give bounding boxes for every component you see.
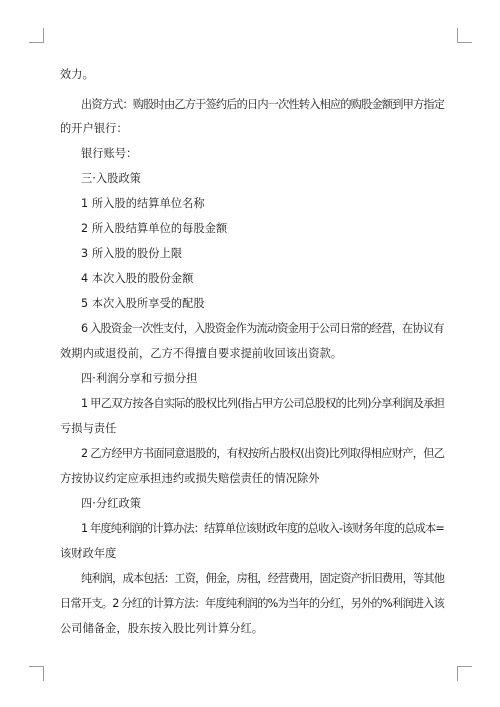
text-line: 银行账号： <box>81 147 138 160</box>
text-line: 2 乙方经甲方书面同意退股的，有权按所占股权(出资)比列取得相应财产，但乙 <box>81 447 445 460</box>
text-line: 4 本次入股的股份金额 <box>81 272 194 285</box>
crop-mark-bottom-left <box>29 666 44 681</box>
text-line: 1 所入股的结算单位名称 <box>81 197 205 210</box>
text-line: 1 年度纯利润的计算办法：结算单位该财政年度的总收入-该财务年度的总成本= <box>81 522 444 535</box>
text-line: 2 所入股结算单位的每股金额 <box>81 222 228 235</box>
section-heading: 四·分红政策 <box>81 497 142 510</box>
text-line: 效期内或退役前，乙方不得擅自要求提前收回该出资款。 <box>60 347 343 360</box>
text-line: 5 本次入股所享受的配股 <box>81 297 205 310</box>
text-line: 效力。 <box>60 68 94 81</box>
text-line: 亏损与责任 <box>60 422 117 435</box>
text-line: 的开户银行： <box>60 122 128 135</box>
text-line: 纯利润，成本包括：工资，佣金，房租，经营费用，固定资产折旧费用，等其他 <box>81 572 445 585</box>
text-line: 公司储备金，股东按入股比列计算分红。 <box>60 622 264 635</box>
crop-mark-top-right <box>457 28 472 43</box>
text-line: 出资方式：购股时由乙方于签约后的日内一次性转入相应的购股金额到甲方指定 <box>81 98 445 111</box>
section-heading: 三·入股政策 <box>81 172 142 185</box>
text-line: 1 甲乙双方按各自实际的股权比列(指占甲方公司总股权的比列)分享利润及承担 <box>81 397 445 410</box>
text-line: 方按协议约定应承担违约或损失赔偿责任的情况除外 <box>60 472 320 485</box>
section-heading: 四·利润分享和亏损分担 <box>81 372 198 385</box>
crop-mark-top-left <box>29 28 44 43</box>
text-line: 6 入股资金一次性支付，入股资金作为流动资金用于公司日常的经营，在协议有 <box>81 322 444 335</box>
text-line: 3 所入股的股份上限 <box>81 247 183 260</box>
text-line: 日常开支。2 分红的计算方法：年度纯利润的%为当年的分红，另外的%利润进入该 <box>60 597 445 610</box>
text-line: 该财政年度 <box>60 547 117 560</box>
crop-mark-bottom-right <box>457 666 472 681</box>
